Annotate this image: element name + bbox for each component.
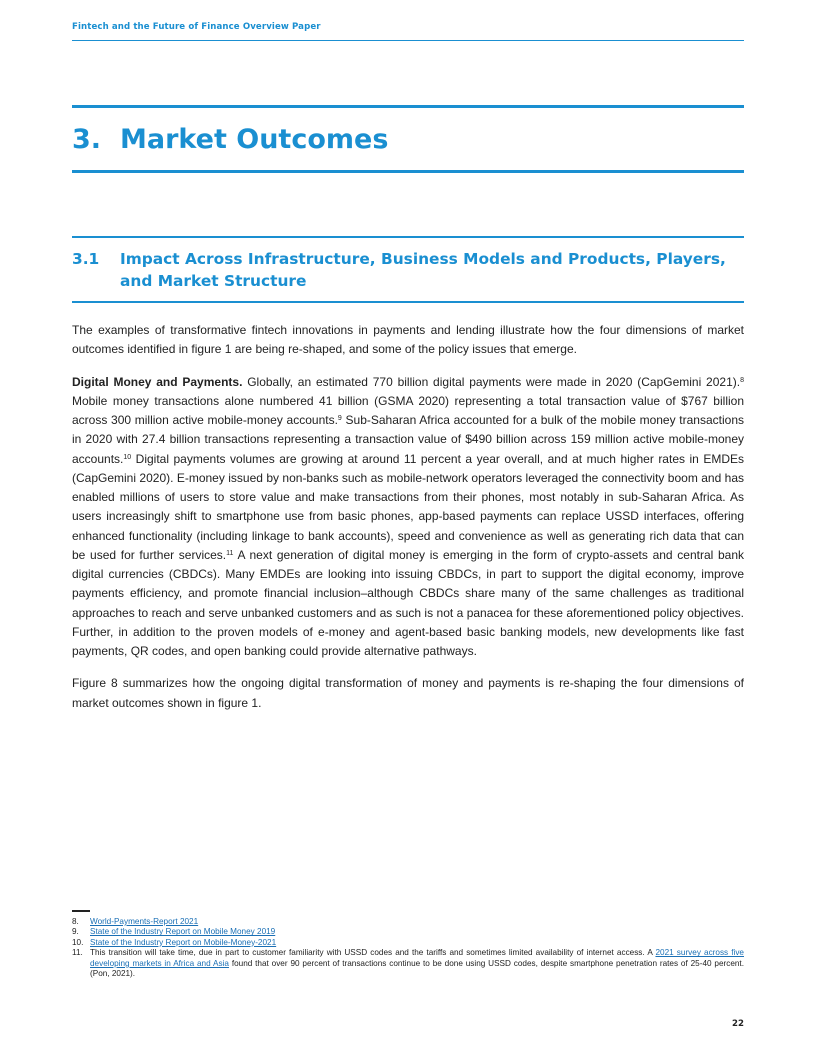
page-number: 22 <box>732 1019 744 1029</box>
paragraph-figure-summary: Figure 8 summarizes how the ongoing digital transformation of money and payments is re-shaping the four dimensions of market outcomes shown in figure 1. <box>72 676 744 710</box>
paragraph-intro: The examples of transformative fintech innovations in payments and lending illustrate how the four dimensions of market outcomes identified in figure 1 are being re-shaped, and some of the policy issues that emerge. <box>72 323 744 357</box>
body-text <box>72 321 744 726</box>
footnotes <box>72 917 744 979</box>
paragraph-text-segment: Mobile money transactions alone numbered 41 billion (GSMA 2020) representing a total transaction value of $767 billion across 300 million active mobile-money accounts. <box>72 393 744 427</box>
footnote-item <box>72 938 744 948</box>
chapter-number: 3. <box>72 124 102 155</box>
footnote-link[interactable]: State of the Industry Report on Mobile Money 2019 <box>90 927 276 937</box>
footnote-text <box>90 948 744 979</box>
footnote-link[interactable]: State of the Industry Report on Mobile-Money-2021 <box>90 937 277 947</box>
footnote-item <box>72 927 744 937</box>
footnote-ref-9[interactable]: 9 <box>337 415 342 422</box>
section-heading <box>72 248 744 292</box>
footnote-item <box>72 948 744 979</box>
paragraph-text-segment: Sub-Saharan Africa accounted for a bulk of the mobile money transactions in 2020 with 27.4 billion transactions representing a transaction value of $490 billion across 159 million active mobile-money accounts. <box>72 413 744 466</box>
footnote-item <box>72 917 744 927</box>
section-rule-bottom <box>72 301 744 303</box>
header-rule <box>72 40 744 41</box>
footnote-text <box>90 917 744 927</box>
footnote-ref-10[interactable]: 10 <box>123 453 132 461</box>
footnote-link[interactable]: World-Payments-Report 2021 <box>90 917 199 926</box>
paragraph-text-segment: Globally, an estimated 770 billion digital payments were made in 2020 (CapGemini 2021). <box>242 374 741 389</box>
footnote-text-segment: found that over 90 percent of transactions continue to be done using USSD codes, despite smartphone penetration rates of 25-40 percent. (Pon, 2021). <box>90 958 744 979</box>
footnote-link[interactable]: 2021 survey across five developing markets in Africa and Asia <box>90 948 744 968</box>
footnote-text-segment: This transition will take time, due in part to customer familiarity with USSD codes and the tariffs and sometimes limited availability of internet access. A <box>90 948 656 958</box>
paragraph-text-segment: A next generation of digital money is emerging in the form of crypto-assets and central bank digital currencies (CBDCs). Many EMDEs are looking into issuing CBDCs, in part to support the digital economy, improve payments efficiency, and promote financial inclusion–although CBDCs share many of the same challenges as traditional approaches to reach and serve unbanked customers and as such is not a panacea for these aforementioned policy objectives. Further, in addition to the proven models of e-money and agent-based basic banking models, new developments like fast payments, QR codes, and open banking could provide alternative pathways. <box>72 547 745 658</box>
footnote-number: 11. <box>72 948 83 958</box>
running-header: Fintech and the Future of Finance Overview Paper <box>72 22 321 32</box>
section-title: Impact Across Infrastructure, Business Models and Products, Players, and Market Structure <box>120 250 726 290</box>
footnote-number: 8. <box>72 917 79 926</box>
footnote-number: 10. <box>72 937 84 947</box>
footnote-ref-11[interactable]: 11 <box>226 549 234 557</box>
footnote-ref-8[interactable]: 8 <box>740 376 744 384</box>
paragraph-lead: Digital Money and Payments. <box>72 374 243 389</box>
footnote-text <box>90 927 744 937</box>
paragraph-text-segment: Digital payments volumes are growing at around 11 percent a year overall, and at much higher rates in EMDEs (CapGemini 2020). E-money issued by non-banks such as mobile-network operators leveraged the connectivity boom and has enabled millions of users to store value and make transactions from their phones, most notably in sub-Saharan Africa. As users increasingly shift to smartphone use from basic phones, app-based payments can replace USSD interfaces, offering enhanced functionality (including linkage to bank accounts), speed and convenience as well as generating rich data that can be used for further services. <box>72 451 744 562</box>
chapter-title <box>72 122 388 158</box>
paragraph-digital-money <box>72 373 744 662</box>
footnote-number: 9. <box>72 927 79 937</box>
footnote-rule <box>72 910 90 912</box>
section-rule-top <box>72 236 744 238</box>
chapter-title-text: Market Outcomes <box>120 124 389 155</box>
chapter-rule-top <box>72 105 744 108</box>
section-number: 3.1 <box>72 250 100 268</box>
footnote-text <box>90 938 744 948</box>
chapter-rule-bottom <box>72 170 744 173</box>
